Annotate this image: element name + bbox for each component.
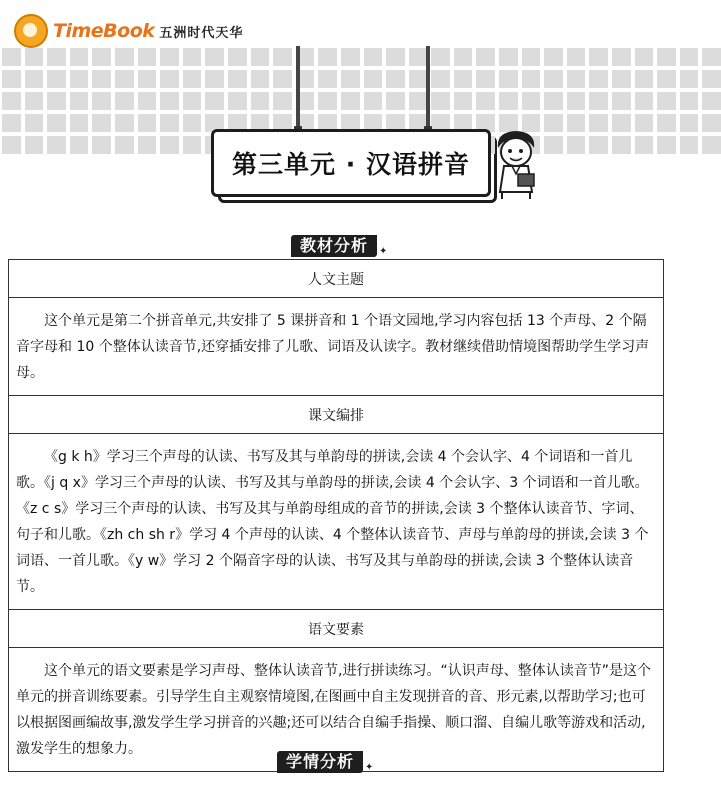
row-body-theme bbox=[9, 298, 664, 396]
row-heading-theme: 人文主题 bbox=[9, 260, 664, 298]
elements-paragraph: 这个单元的语文要素是学习声母、整体认读音节,进行拼读练习。“认识声母、整体认读音节”是这个单元的拼音训练要素。引导学生自主观察情境图,在图画中自主发现拼音的音、形元素,以帮助学习;也可以根据图画编故事,激发学生学习拼音的兴趣;还可以结合自编手指操、顺口溜、自编儿歌等游戏和活动,激发学生的想象力。 bbox=[16, 663, 651, 757]
sparkle-icon: ✦ bbox=[365, 761, 374, 773]
row-heading-elements: 语文要素 bbox=[9, 610, 664, 648]
section-tab-label: 教材分析 bbox=[291, 235, 377, 257]
unit-title-plate bbox=[211, 129, 491, 197]
unit-title: 第三单元 · 汉语拼音 bbox=[232, 150, 470, 179]
row-body-lessons bbox=[9, 434, 664, 610]
brand-name: TimeBook bbox=[53, 20, 155, 42]
hanging-rope-right bbox=[426, 46, 430, 134]
brand-name-cn: 五洲时代天华 bbox=[159, 25, 244, 41]
section-tab-label: 学情分析 bbox=[277, 751, 363, 773]
theme-paragraph: 这个单元是第二个拼音单元,共安排了 5 课拼音和 1 个语文园地,学习内容包括 13 个声母、2 个隔音字母和 10 个整体认读音节,还穿插安排了儿歌、词语及认读字。教材继续借助情境图帮助学生学习声母。 bbox=[16, 313, 650, 381]
hanging-rope-left bbox=[296, 46, 300, 134]
publisher-logo bbox=[14, 14, 243, 48]
cartoon-student-icon bbox=[488, 128, 546, 200]
logo-emblem-icon bbox=[14, 14, 48, 48]
textbook-analysis-table bbox=[8, 259, 664, 772]
section-tab-textbook-analysis bbox=[291, 235, 387, 257]
row-heading-lessons: 课文编排 bbox=[9, 396, 664, 434]
lessons-paragraph: 《g k h》学习三个声母的认读、书写及其与单韵母的拼读,会读 4 个会认字、4 个词语和一首儿歌。《j q x》学习三个声母的认读、书写及其与单韵母的拼读,会读 4 个会认字、3 个词语和一首儿歌。《z c s》学习三个声母的认读、书写及其与单韵母组成的音节的拼读,会读 3 个整体认读音节、字词、句子和儿歌。《zh ch sh r》学习 4 个声母的认读、4 个整体认读音节、声母与单韵母的拼读,会读 3 个词语、一首儿歌。《y w》学习 2 个隔音字母的认读、书写及其与单韵母的拼读,会读 3 个整体认读音节。 bbox=[16, 449, 649, 595]
section-tab-learner-analysis bbox=[277, 751, 373, 773]
sparkle-icon: ✦ bbox=[379, 245, 388, 257]
